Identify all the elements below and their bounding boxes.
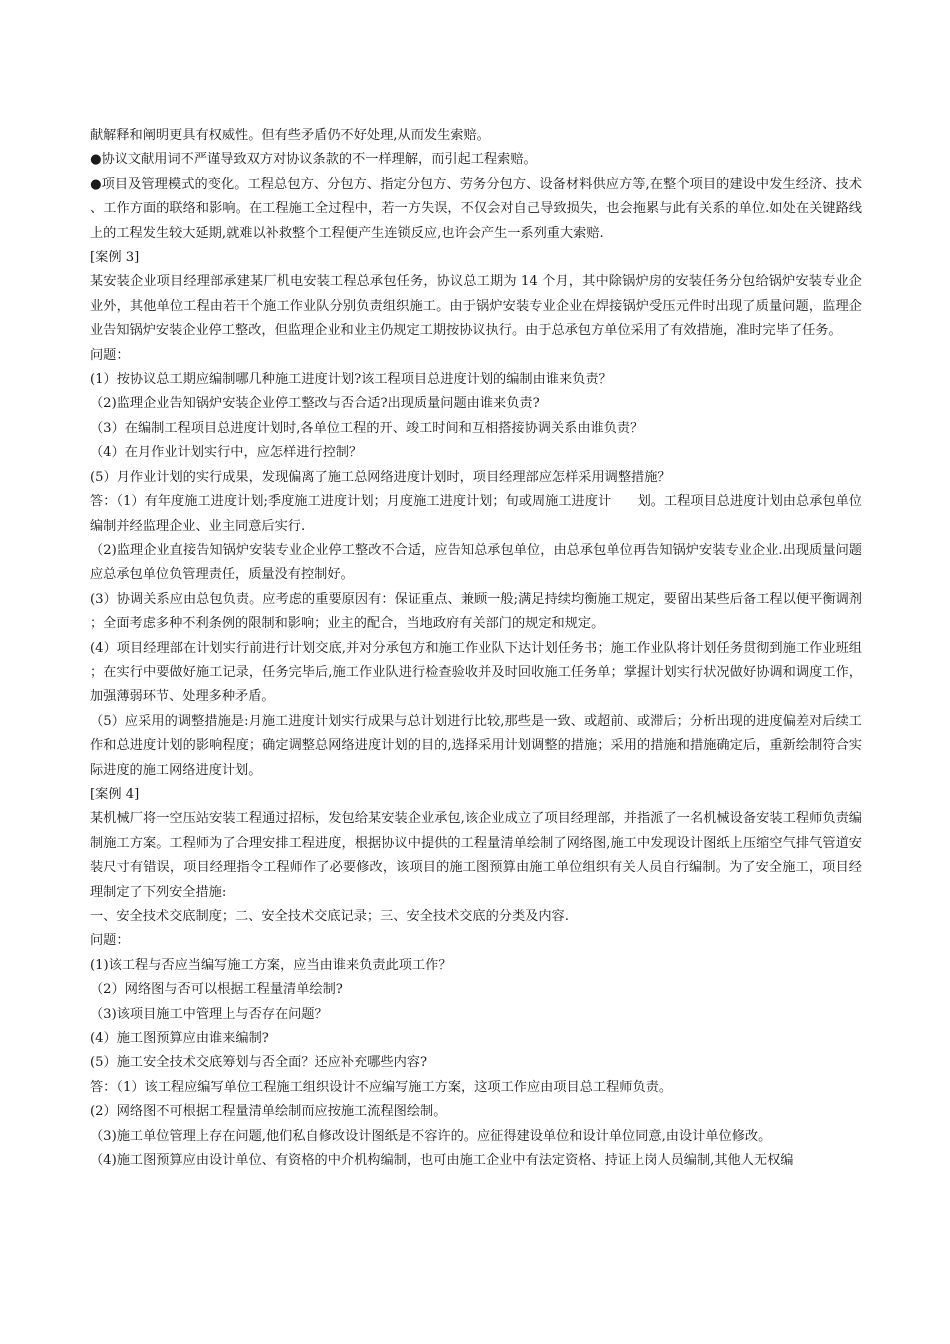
- question: (5）施工安全技术交底筹划与否全面？还应补充哪些内容?: [90, 1055, 428, 1071]
- paragraph: ●项目及管理模式的变化。工程总包方、分包方、指定分包方、劳务分包方、设备材料供应方等,在整个项目的建设中发生经济、技术、工作方面的联络和影响。在工程施工全过程中，若一方失误，不仅会对自己导致损失，也会拖累与此有关系的单位.如处在关键路线上的工程发生较大延期,就难以补救整个工程便产生连锁反应,也许会产生一系列重大索赔.: [90, 176, 862, 241]
- answer: (3）协调关系应由总包负责。应考虑的重要原因有：保证重点、兼顾一般;满足持续均衡施工规定，要留出某些后备工程以便平衡调剂；全面考虑多种不利条例的限制和影响；业主的配合，当地政府有关部门的规定和规定。: [90, 591, 862, 632]
- case-heading: [案例 3]: [90, 250, 140, 266]
- paragraph: 献解释和阐明更具有权威性。但有些矛盾仍不好处理,从而发生索赔。: [90, 128, 490, 143]
- question: (1)该工程与否应当编写施工方案，应当由谁来负责此项工作？: [90, 957, 452, 973]
- question: （3)该项目施工中管理上与否存在问题？: [90, 1006, 328, 1022]
- question: （3）在编制工程项目总进度计划时,各单位工程的开、竣工时间和互相搭接协调关系由谁负责？: [90, 420, 644, 436]
- answer: （2)监理企业直接告知锅炉安装专业企业停工整改不合适，应告知总承包单位，由总承包单位再告知锅炉安装专业企业.出现质量问题应总承包单位负管理责任，质量没有控制好。: [90, 542, 862, 583]
- question: (4）施工图预算应由谁来编制?: [90, 1031, 269, 1047]
- question: （2)监理企业告知锅炉安装企业停工整改与否合适?出现质量问题由谁来负责?: [90, 396, 540, 412]
- question: (5）月作业计划的实行成果，发现偏离了施工总网络进度计划时，项目经理部应怎样采用调整措施？: [90, 469, 671, 485]
- question: (1）按协议总工期应编制哪几种施工进度计划?该工程项目总进度计划的编制由谁来负责？: [90, 372, 612, 388]
- paragraph: 一、安全技术交底制度；二、安全技术交底记录；三、安全技术交底的分类及内容.: [90, 909, 569, 924]
- answer: （4)施工图预算应由设计单位、有资格的中介机构编制，也可由施工企业中有法定资格、持证上岗人员编制,其他人无权编: [90, 1153, 794, 1169]
- answer: （3)施工单位管理上存在问题,他们私自修改设计图纸是不容许的。应征得建设单位和设计单位同意,由设计单位修改。: [90, 1128, 772, 1144]
- questions-heading: 问题：: [90, 347, 130, 363]
- case-heading: [案例 4]: [90, 786, 140, 802]
- question: （2）网络图与否可以根据工程量清单绘制?: [90, 982, 343, 998]
- answer: 答：（1）有年度施工进度计划;季度施工进度计划；月度施工进度计划；旬或周施工进度计 划。工程项目总进度计划由总承包单位编制并经监理企业、业主同意后实行.: [90, 494, 862, 534]
- paragraph: 某机械厂将一空压站安装工程通过招标，发包给某安装企业承包,该企业成立了项目经理部，并指派了一名机械设备安装工程师负责编制施工方案。工程师为了合理安排工程进度，根据协议中提供的工程量清单绘制了网络图,施工中发现设计图纸上压缩空气排气管道安装尺寸有错误，项目经理指令工程师作了必要修改，该项目的施工图预算由施工单位组织有关人员自行编制。为了安全施工，项目经理制定了下列安全措施:: [90, 811, 862, 900]
- paragraph: 某安装企业项目经理部承建某厂机电安装工程总承包任务，协议总工期为 14 个月，其中除锅炉房的安装任务分包给锅炉安装专业企业外，其他单位工程由若干个施工作业队分别负责组织施工。由于锅炉安装专业企业在焊接锅炉受压元件时出现了质量问题，监理企业告知锅炉安装企业停工整改，但监理企业和业主仍规定工期按协议执行。由于总承包方单位采用了有效措施，准时完毕了任务。: [90, 274, 862, 339]
- answer: （5）应采用的调整措施是:月施工进度计划实行成果与总计划进行比较,那些是一致、或超前、或滞后；分析出现的进度偏差对后续工作和总进度计划的影响程度；确定调整总网络进度计划的目的,选择采用计划调整的措施；采用的措施和措施确定后，重新绘制符合实际进度的施工网络进度计划。: [90, 713, 862, 778]
- document-page: [90, 124, 862, 1173]
- paragraph: ●协议文献用词不严谨导致双方对协议条款的不一样理解，而引起工程索赔。: [90, 152, 537, 168]
- answer: (2）网络图不可根据工程量清单绘制而应按施工流程图绘制。: [90, 1104, 447, 1120]
- questions-heading: 问题：: [90, 933, 130, 949]
- question: （4）在月作业计划实行中，应怎样进行控制？: [90, 445, 363, 461]
- answer: 答：（1）该工程应编写单位工程施工组织设计不应编写施工方案，这项工作应由项目总工程师负责。: [90, 1079, 673, 1095]
- answer: (4）项目经理部在计划实行前进行计划交底,并对分承包方和施工作业队下达计划任务书；施工作业队将计划任务贯彻到施工作业班组；在实行中要做好施工记录，任务完毕后,施工作业队进行检查验收并及时回收施工任务单；掌握计划实行状况做好协调和调度工作，加强薄弱环节、处理多种矛盾。: [90, 640, 862, 705]
